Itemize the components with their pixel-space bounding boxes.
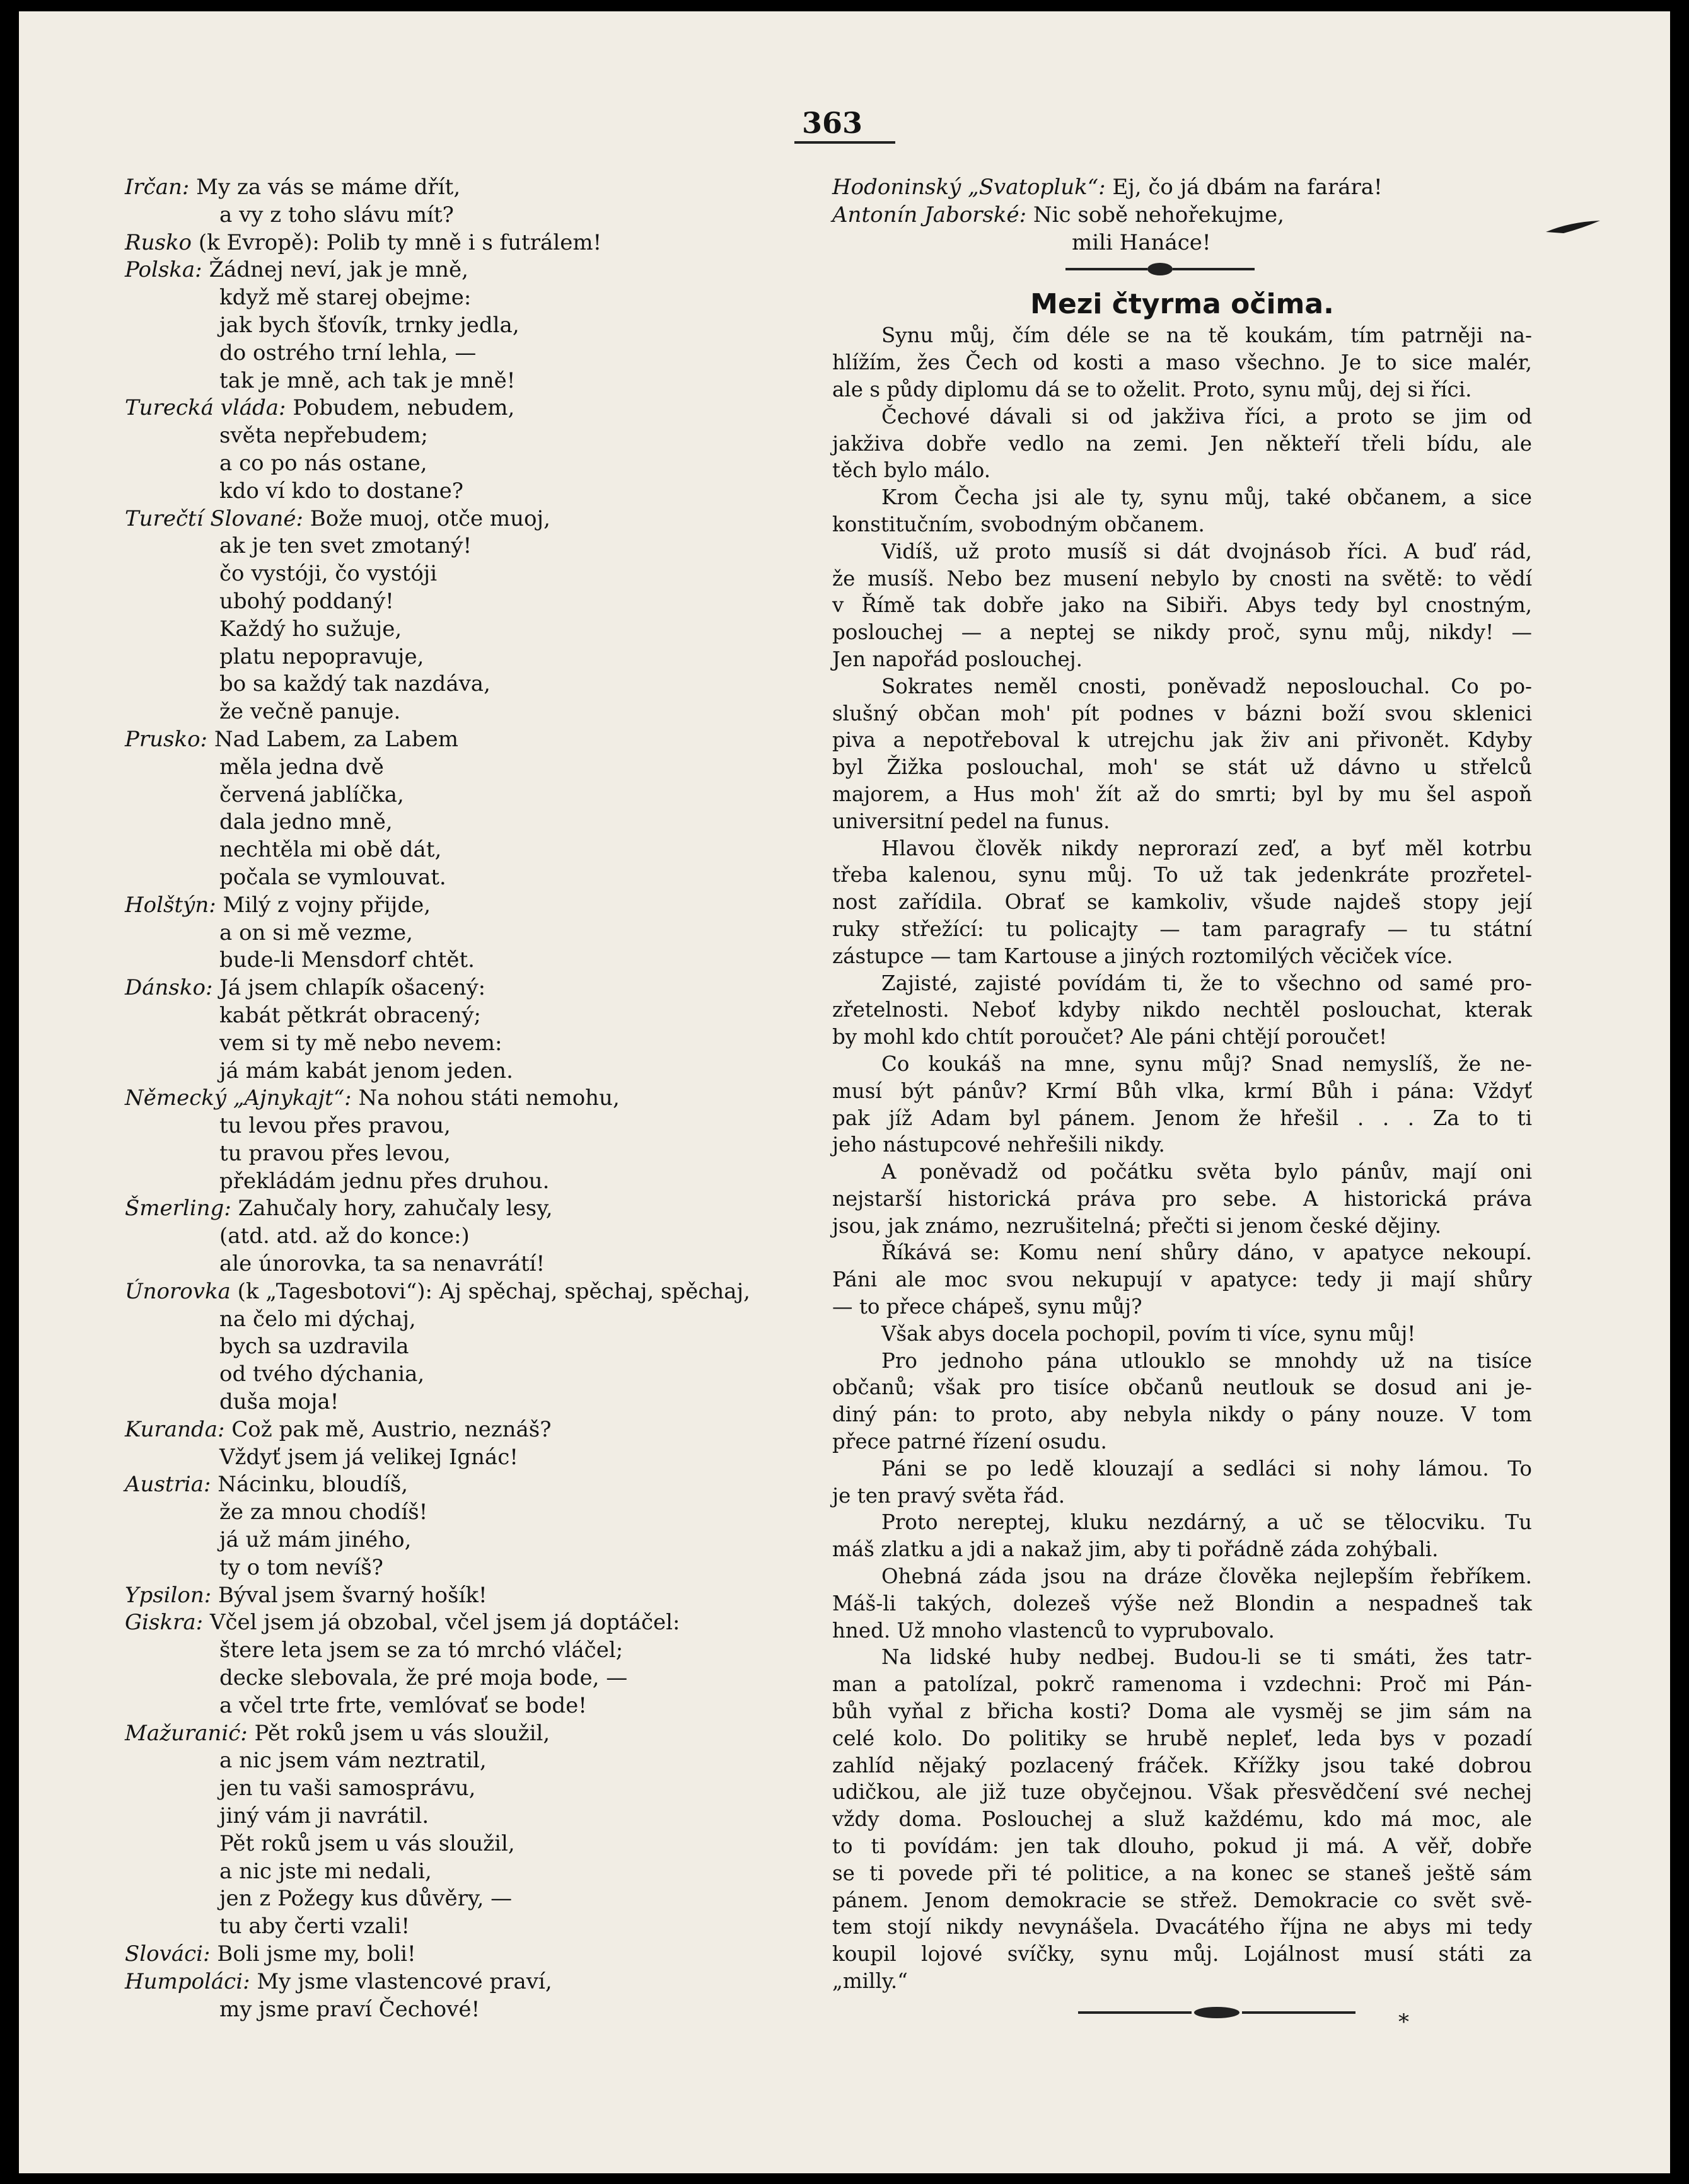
verse-line (125, 1527, 856, 1554)
verse-text: Včel jsem já obzobal, včel jsem já doptáčel: (209, 1610, 680, 1636)
verse-text: jen tu vaši samosprávu, (219, 1776, 476, 1801)
speaker-block (125, 1085, 856, 1195)
verse-line (125, 1058, 856, 1085)
verse-line (125, 698, 856, 726)
verse-line (125, 257, 856, 284)
verse-text: jiný vám ji navrátil. (219, 1803, 429, 1829)
verse-line (125, 782, 856, 809)
verse-line (125, 312, 856, 340)
verse-line (125, 1251, 856, 1278)
verse-text: světa nepřebudem; (219, 423, 428, 449)
quill-icon (1545, 219, 1601, 236)
article-line: hned. Už mnoho vlastenců to vyprubovalo. (832, 1618, 1275, 1643)
verse-text: Pět roků jsem u vás sloužil, (219, 1830, 515, 1856)
verse-line (125, 1278, 856, 1306)
verse-text: měla jedna dvě (219, 754, 384, 780)
verse-line (125, 1112, 856, 1140)
verse-text: tak je mně, ach tak je mně! (219, 367, 516, 393)
verse-line (125, 284, 856, 312)
verse-text: duša moja! (219, 1389, 339, 1415)
page-number-rule (794, 141, 895, 144)
verse-line (125, 1582, 856, 1610)
verse-line (125, 644, 856, 671)
verse-line (125, 1720, 856, 1748)
left-column (125, 174, 856, 2023)
article-line: majorem, a Hus moh' žít až do smrti; byl by mu šel aspoň (832, 782, 1532, 806)
divider-ornament-icon (832, 257, 1532, 282)
verse-text: a nic jsem vám neztratil, (219, 1748, 487, 1774)
verse-text: Zahučaly hory, zahučaly lesy, (238, 1196, 553, 1222)
verse-line (125, 588, 856, 616)
speaker-name: Giskra: (125, 1610, 204, 1636)
article-line: udičkou, ale již tuze obyčejnou. Však přesvědčení své nechej (832, 1780, 1532, 1805)
article-line: Páni ale moc svou nekupují v apatyce: tedy ji mají shůry (832, 1268, 1532, 1292)
verse-line (832, 202, 1532, 229)
article-line: Krom Čecha jsi ale ty, synu můj, také občanem, a sice (881, 485, 1532, 510)
verse-line (125, 947, 856, 974)
article-line: ale s půdy diplomu dá se to oželit. Proto, synu můj, dej si říci. (832, 377, 1472, 402)
verse-text: Na nohou státi nemohu, (358, 1085, 620, 1111)
end-ornament-icon (1078, 2006, 1355, 2019)
verse-line (125, 1223, 856, 1251)
verse-line (125, 1085, 856, 1112)
verse-line (125, 1968, 856, 1996)
speaker-block (125, 1941, 856, 1968)
article-line: Máš-li takých, dolezeš výše než Blondin a nespadneš tak (832, 1591, 1532, 1615)
verse-text: já mám kabát jenom jeden. (219, 1058, 513, 1083)
verse-text: Boli jsme my, boli! (217, 1941, 416, 1967)
verse-text: ubohý poddaný! (219, 588, 394, 614)
verse-line (125, 1499, 856, 1527)
article-line: vždy doma. Poslouchej a služ každému, kdo má moc, ale (832, 1807, 1532, 1832)
verse-line (125, 506, 856, 533)
article-line: slušný občan moh' pít podnes v bázni boží svou sklenici (832, 701, 1532, 725)
verse-text: červená jablíčka, (219, 782, 404, 807)
verse-line (125, 395, 856, 422)
verse-text: nechtěla mi obě dát, (219, 837, 442, 863)
speaker-name: Rusko (125, 229, 192, 255)
verse-line (125, 754, 856, 782)
speaker-name: Irčan: (125, 175, 190, 200)
verse-text: Nic sobě nehořekujme, (1033, 202, 1284, 228)
speaker-name: Turečtí Slované: (125, 506, 303, 531)
speaker-block (125, 1968, 856, 2024)
article-line: Zajisté, zajisté povídám ti, že to všechno od samé pro- (881, 971, 1532, 995)
verse-text: a včel trte frte, vemlóvať se bode! (219, 1692, 587, 1718)
article-line: poslouchej — a neptej se nikdy proč, synu můj, nikdy! — (832, 620, 1532, 645)
article-line: Jen napořád poslouchej. (832, 647, 1082, 671)
verse-line (125, 422, 856, 450)
verse-line (125, 1996, 856, 2024)
verse-text: (k „Tagesbotovi“): Aj spěchaj, spěchaj, spěchaj, (237, 1278, 750, 1304)
verse-text: když mě starej obejme: (219, 285, 472, 311)
article-line: Hlavou člověk nikdy neprorazí zeď, a byť měl kotrbu (881, 836, 1532, 860)
verse-text: Milý z vojny přijde, (223, 892, 431, 918)
verse-text: Bože muoj, otče muoj, (310, 506, 550, 531)
verse-line (125, 616, 856, 644)
verse-line (125, 1830, 856, 1858)
article-line: jeho nástupcové nehřešili nikdy. (832, 1133, 1165, 1157)
verse-line (125, 1858, 856, 1886)
verse-line (125, 1002, 856, 1030)
verse-text: Pět roků jsem u vás sloužil, (254, 1720, 550, 1746)
speaker-block (125, 1195, 856, 1278)
speaker-block (125, 229, 856, 257)
article-line: byl Žižka poslouchal, moh' se stát už dávno u střelců (832, 755, 1532, 780)
article-line: koupil lojové svíčky, synu můj. Lojálnost musí státi za (832, 1942, 1532, 1967)
speaker-block (125, 1720, 856, 1941)
verse-text: a vy z toho slávu mít? (219, 202, 454, 228)
article-line: piva a nepotřeboval k utrejchu jak živ ani přivonět. Kdyby (832, 728, 1532, 753)
verse-text: Nácinku, bloudíš, (218, 1472, 409, 1498)
verse-text: Což pak mě, Austrio, neznáš? (231, 1416, 552, 1442)
page (19, 11, 1670, 2173)
article-line: musí být pánův? Krmí Bůh vlka, krmí Bůh i pána: Vždyť (832, 1078, 1532, 1103)
article-line: universitní pedel na funus. (832, 809, 1110, 833)
verse-line (125, 450, 856, 478)
article-line: celé kolo. Do politiky se hrubě nepleť, leda bys v pozadí (832, 1726, 1532, 1750)
verse-text: platu nepopravuje, (219, 644, 424, 669)
verse-line (125, 892, 856, 920)
article-line: Proto nereptej, kluku nezdárný, a uč se tělocviku. Tu (881, 1510, 1532, 1535)
article-line: se ti povede při té politice, a na konec se staneš ještě sám (832, 1861, 1532, 1885)
article-line: ruky střežící: tu policajty — tam paragrafy — tu státní (832, 916, 1532, 941)
verse-text: Vždyť jsem já velikej Ignác! (219, 1444, 518, 1470)
verse-text: (atd. atd. až do konce:) (219, 1223, 470, 1249)
article-line: jakživa dobře vedlo na zemi. Jen někteří třeli bídu, ale (832, 431, 1532, 456)
speaker-name: Německý „Ajnykajt“: (125, 1085, 352, 1111)
verse-line (125, 1554, 856, 1582)
article-line: zástupce — tam Kartouse a jiných roztomilých věciček více. (832, 944, 1453, 968)
speaker-block (125, 726, 856, 892)
article-line: třeba kalenou, synu můj. To už tak jedenkráte prozřetel- (832, 863, 1532, 887)
article-line: zahlíd nějaký pozlacený fráček. Křížky jsou také dobrou (832, 1753, 1532, 1777)
article-line: bůh vyňal z břicha kosti? Doma ale vysměj se jim sám na (832, 1699, 1532, 1724)
verse-line (125, 1913, 856, 1941)
verse-text: do ostrého trní lehla, — (219, 340, 477, 366)
verse-text: na čelo mi dýchaj, (219, 1306, 416, 1332)
article-line: hlížím, žes Čech od kosti a maso všechno. Je to sice malér, (832, 350, 1532, 375)
verse-line (125, 174, 856, 202)
verse-text: čo vystóji, čo vystóji (219, 561, 438, 587)
verse-line (125, 533, 856, 560)
article-line: je ten pravý světa řád. (832, 1483, 1065, 1508)
speaker-block (125, 892, 856, 974)
article-line: Sokrates neměl cnosti, poněvadž neposlouchal. Co po- (881, 674, 1532, 698)
article-line: pánem. Jenom demokracie se střež. Demokracie co svět svě- (832, 1888, 1532, 1912)
verse-line (125, 1306, 856, 1334)
speaker-name: Dánsko: (125, 975, 213, 1001)
speaker-block (125, 974, 856, 1085)
verse-text: dala jedno mně, (219, 809, 393, 835)
speaker-name: Holštýn: (125, 892, 216, 918)
verse-text: mili Hanáce! (1072, 229, 1211, 255)
speaker-block (125, 1582, 856, 1610)
verse-text: tu aby čerti vzali! (219, 1914, 410, 1939)
article-line: Synu můj, čím déle se na tě koukám, tím patrněji na- (881, 323, 1532, 348)
verse-text: ty o tom nevíš? (219, 1554, 383, 1580)
verse-text: od tvého dýchania, (219, 1361, 425, 1387)
verse-line (125, 1168, 856, 1196)
verse-text: a nic jste mi nedali, (219, 1858, 432, 1884)
verse-line (125, 1803, 856, 1830)
verse-text: já už mám jiného, (219, 1527, 412, 1553)
speaker-name: Polska: (125, 257, 202, 283)
verse-line (125, 1885, 856, 1913)
verse-text: tu pravou přes levou, (219, 1140, 451, 1166)
verse-text: štere leta jsem se za tó mrchó vláčel; (219, 1638, 624, 1663)
verse-text: bude-li Mensdorf chtět. (219, 947, 475, 973)
verse-text: ale únorovka, ta sa nenavrátí! (219, 1251, 545, 1277)
article-line: by mohl kdo chtít poroučet? Ale páni chtějí poroučet! (832, 1025, 1388, 1049)
verse-line (125, 974, 856, 1002)
verse-text: (k Evropě): Polib ty mně i s futrálem! (198, 229, 602, 255)
article-line: Co koukáš na mne, synu můj? Snad nemyslíš, že ne- (881, 1051, 1532, 1076)
article-line: tem stojí nikdy nevynášela. Dvacátého října ne abys mi tedy (832, 1915, 1532, 1939)
verse-line (125, 920, 856, 947)
verse-line (125, 671, 856, 698)
speaker-block (125, 1471, 856, 1581)
verse-line (125, 1747, 856, 1775)
article-line: pak jíž Adam byl pánem. Jenom že hřešil . . . Za to ti (832, 1106, 1532, 1130)
verse-line (125, 1333, 856, 1361)
article-line: — to přece chápeš, synu můj? (832, 1295, 1142, 1319)
article-line: zřetelnosti. Neboť kdyby nikdo nechtěl poslouchat, kterak (832, 998, 1532, 1022)
verse-text: tu levou přes pravou, (219, 1113, 451, 1139)
verse-line (125, 1692, 856, 1720)
page-number: 363 (801, 106, 863, 140)
speaker-name: Kuranda: (125, 1416, 225, 1442)
article-body (832, 322, 1532, 1994)
verse-line (125, 478, 856, 506)
verse-text: Každý ho sužuje, (219, 616, 402, 642)
verse-text: vem si ty mě nebo nevem: (219, 1030, 502, 1056)
article-line: Pro jednoho pána utlouklo se mnohdy už na tisíce (881, 1348, 1532, 1373)
verse-line (125, 1416, 856, 1444)
speaker-block (125, 395, 856, 505)
article-line: těch bylo málo. (832, 458, 991, 483)
speaker-name: Slováci: (125, 1941, 211, 1967)
speaker-name: Austria: (125, 1472, 211, 1498)
verse-line (125, 1941, 856, 1968)
article-line: jsou, jak známo, nezrušitelná; přečti si jenom české dějiny. (832, 1213, 1442, 1238)
verse-line (832, 174, 1532, 202)
verse-line (125, 340, 856, 367)
end-mark: * (1398, 2009, 1409, 2035)
verse-text: My jsme vlastencové praví, (257, 1968, 552, 1994)
verse-text: počala se vymlouvat. (219, 864, 446, 890)
verse-line (125, 1665, 856, 1692)
speaker-block (125, 1609, 856, 1719)
verse-line (125, 1140, 856, 1168)
verse-text: Býval jsem švarný hošík! (218, 1582, 487, 1608)
right-column (832, 174, 1532, 1995)
article-line: Říkává se: Komu není shůry dáno, v apatyce nekoupí. (881, 1240, 1532, 1265)
verse-line (125, 1471, 856, 1499)
verse-line (125, 1775, 856, 1803)
verse-line (125, 1361, 856, 1389)
article-line: Na lidské huby nedbej. Budou-li se ti smáti, žes tatr- (881, 1645, 1532, 1670)
verse-line (125, 1637, 856, 1665)
verse-text: kdo ví kdo to dostane? (219, 478, 463, 504)
verse-line (125, 367, 856, 395)
speaker-block (125, 174, 856, 229)
speaker-block (125, 506, 856, 726)
article-line: A poněvadž od počátku světa bylo pánův, mají oni (881, 1160, 1532, 1184)
article-line: to ti povídám: jen tak dlouho, pokud ji má. A věř, dobře (832, 1834, 1532, 1859)
verse-line (125, 229, 856, 257)
article-line: Páni se po ledě klouzají a sedláci si nohy lámou. To (881, 1456, 1532, 1481)
verse-text: ak je ten svet zmotaný! (219, 533, 472, 559)
verse-line (832, 229, 1532, 257)
verse-line (125, 1389, 856, 1416)
verse-text: že za mnou chodíš! (219, 1499, 428, 1525)
speaker-name: Prusko: (125, 726, 208, 752)
verse-text: kabát pětkrát obracený; (219, 1002, 482, 1028)
speaker-block (125, 1278, 856, 1416)
article-line: man a patolízal, pokrč ramenoma i vzdechni: Proč mi Pán- (832, 1672, 1532, 1697)
speaker-name: Šmerling: (125, 1196, 231, 1222)
verse-line (125, 726, 856, 754)
article-title: Mezi čtyrma očima. (1030, 288, 1334, 321)
verse-text: Žádnej neví, jak je mně, (209, 257, 468, 283)
article-line: diný pán: to proto, aby nebyla nikdy o pány nouze. V tom (832, 1402, 1532, 1427)
article-line: konstitučním, svobodným občanem. (832, 512, 1205, 536)
verse-text: Pobudem, nebudem, (293, 395, 515, 421)
verse-text: a co po nás ostane, (219, 450, 427, 476)
speaker-name: Hodoninský „Svatopluk“: (832, 175, 1106, 200)
verse-line (125, 560, 856, 588)
verse-text: že večně panuje. (219, 699, 401, 725)
speaker-name: Antonín Jaborské: (832, 202, 1027, 228)
verse-line (125, 1444, 856, 1472)
verse-line (125, 202, 856, 229)
article-line: že musíš. Nebo bez musení nebylo by cnosti na světě: to vědí (832, 566, 1532, 591)
article-line: Čechové dávali si od jakživa říci, a proto se jim od (881, 404, 1532, 429)
verse-text: Ej, čo já dbám na farára! (1112, 175, 1383, 200)
verse-text: jak bych šťovík, trnky jedla, (219, 312, 519, 338)
article-line: máš zlatku a jdi a nakaž jim, aby ti pořádně záda zohýbali. (832, 1537, 1439, 1562)
article-line: „milly.“ (832, 1969, 908, 1993)
verse-text: Já jsem chlapík ošacený: (219, 975, 486, 1001)
verse-text: bo sa každý tak nazdáva, (219, 671, 490, 697)
verse-text: překládám jednu přes druhou. (219, 1168, 550, 1194)
verse-text: decke slebovala, že pré moja bode, — (219, 1665, 628, 1691)
verse-line (125, 1195, 856, 1223)
verse-line (125, 864, 856, 892)
article-line: Vidíš, už proto musíš si dát dvojnásob říci. A buď rád, (881, 539, 1532, 563)
article-line: v Římě tak dobře jako na Sibiři. Abys tedy byl cnostným, (832, 593, 1532, 618)
verse-text: bych sa uzdravila (219, 1334, 409, 1360)
article-line: nejstarší historická práva pro sebe. A historická práva (832, 1186, 1532, 1211)
verse-text: a on si mě vezme, (219, 920, 413, 945)
article-line: přece patrné řízení osudu. (832, 1430, 1107, 1454)
verse-line (125, 836, 856, 864)
verse-text: Nad Labem, za Labem (214, 726, 458, 752)
article-line: nost zařídila. Obrať se kamkoliv, všude najdeš stopy její (832, 890, 1532, 915)
right-top-verse (832, 174, 1532, 257)
article-line: Ohebná záda jsou na dráze člověka nejlepším řebříkem. (881, 1564, 1532, 1589)
speaker-name: Humpoláci: (125, 1968, 250, 1994)
speaker-name: Ypsilon: (125, 1582, 212, 1608)
verse-text: My za vás se máme dřít, (196, 175, 461, 200)
article-line: občanů; však pro tisíce občanů neutlouk se dosud ani je- (832, 1375, 1532, 1400)
speaker-name: Únorovka (125, 1278, 231, 1304)
speaker-block (125, 1416, 856, 1472)
article-line: Však abys docela pochopil, povím ti více, synu můj! (881, 1321, 1416, 1346)
verse-line (125, 809, 856, 836)
verse-line (125, 1609, 856, 1637)
verse-text: my jsme praví Čechové! (219, 1996, 480, 2022)
speaker-name: Mažuranić: (125, 1720, 248, 1746)
speaker-block (125, 257, 856, 395)
verse-line (125, 1030, 856, 1058)
speaker-name: Turecká vláda: (125, 395, 286, 421)
verse-text: jen z Požegy kus důvěry, — (219, 1886, 513, 1912)
